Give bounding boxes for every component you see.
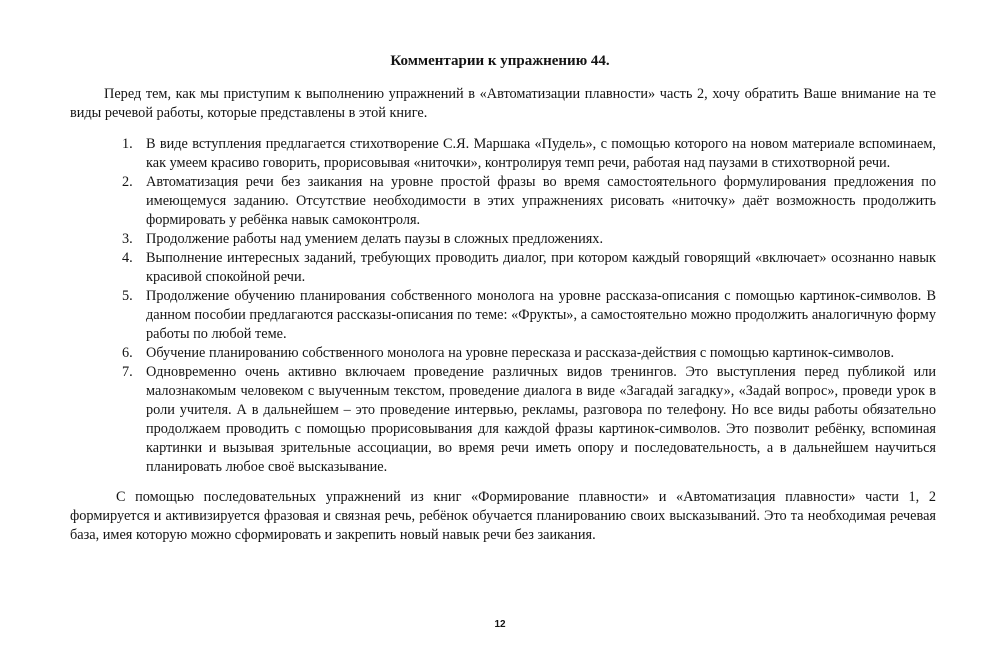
list-item-number: 1. bbox=[122, 136, 133, 152]
list-item-text: В виде вступления предлагается стихотворение С.Я. Маршака «Пудель», с помощью которого на новом материале вспоминаем, как умеем красиво говорить, прорисовывая «ниточки», контролируя темп речи, работая над паузами в стихотворной речи. bbox=[146, 136, 936, 171]
list-item-number: 6. bbox=[122, 345, 133, 361]
list-item-number: 3. bbox=[122, 231, 133, 247]
list-item-number: 7. bbox=[122, 364, 133, 380]
list-item bbox=[122, 173, 936, 230]
page-number: 12 bbox=[494, 619, 506, 630]
list-item bbox=[122, 287, 936, 344]
list-item bbox=[122, 363, 936, 477]
list-item-text: Продолжение работы над умением делать паузы в сложных предложениях. bbox=[146, 231, 604, 247]
list-item-text: Выполнение интересных заданий, требующих проводить диалог, при котором каждый говорящий «включает» осознанно навык красивой спокойной речи. bbox=[146, 250, 936, 285]
intro-paragraph: Перед тем, как мы приступим к выполнению упражнений в «Автоматизации плавности» часть 2, хочу обратить Ваше внимание на те виды речевой работы, которые представлены в этой книге. bbox=[70, 86, 936, 121]
list-item-number: 5. bbox=[122, 288, 133, 304]
closing-paragraph: С помощью последовательных упражнений из книг «Формирование плавности» и «Автоматизация плавности» части 1, 2 формируется и активизируется фразовая и связная речь, ребёнок обучается планированию своих высказываний. Это та необходимая речевая база, имея которую можно сформировать и закрепить новый навык речи без заикания. bbox=[70, 489, 936, 543]
list-item-text: Одновременно очень активно включаем проведение различных видов тренингов. Это выступления перед публикой или малознакомым человеком с выученным текстом, проведение диалога в виде «Загадай загадку», «Задай вопрос», проведи урок в роли учителя. А в дальнейшем – это проведение интервью, рекламы, разговора по телефону. Но все виды работы обязательно продолжаем проводить с помощью прорисовывания для каждой фразы картинок-символов. Это позволит ребёнку, вспоминая картинки и вызывая зрительные ассоциации, во время речи иметь опору и последовательность, а в дальнейшем научиться планировать любое своё высказывание. bbox=[146, 364, 936, 475]
list-item bbox=[122, 135, 936, 173]
list-item bbox=[122, 344, 936, 363]
list-item bbox=[122, 230, 936, 249]
numbered-list bbox=[122, 135, 936, 477]
list-item-text: Обучение планированию собственного монолога на уровне пересказа и рассказа-действия с помощью картинок-символов. bbox=[146, 345, 895, 361]
list-item-text: Автоматизация речи без заикания на уровне простой фразы во время самостоятельного формулирования предложения по имеющемуся заданию. Отсутствие необходимости в этих упражнениях рисовать «ниточку» даёт возможность продолжить формировать у ребёнка навык самоконтроля. bbox=[146, 174, 936, 228]
page-title: Комментарии к упражнению 44. bbox=[390, 53, 610, 69]
list-item bbox=[122, 249, 936, 287]
list-item-text: Продолжение обучению планирования собственного монолога на уровне рассказа-описания с помощью картинок-символов. В данном пособии предлагаются рассказы-описания по теме: «Фрукты», а самостоятельно можно продолжить аналогичную форму работы по любой теме. bbox=[146, 288, 936, 342]
list-item-number: 2. bbox=[122, 174, 133, 190]
list-item-number: 4. bbox=[122, 250, 133, 266]
